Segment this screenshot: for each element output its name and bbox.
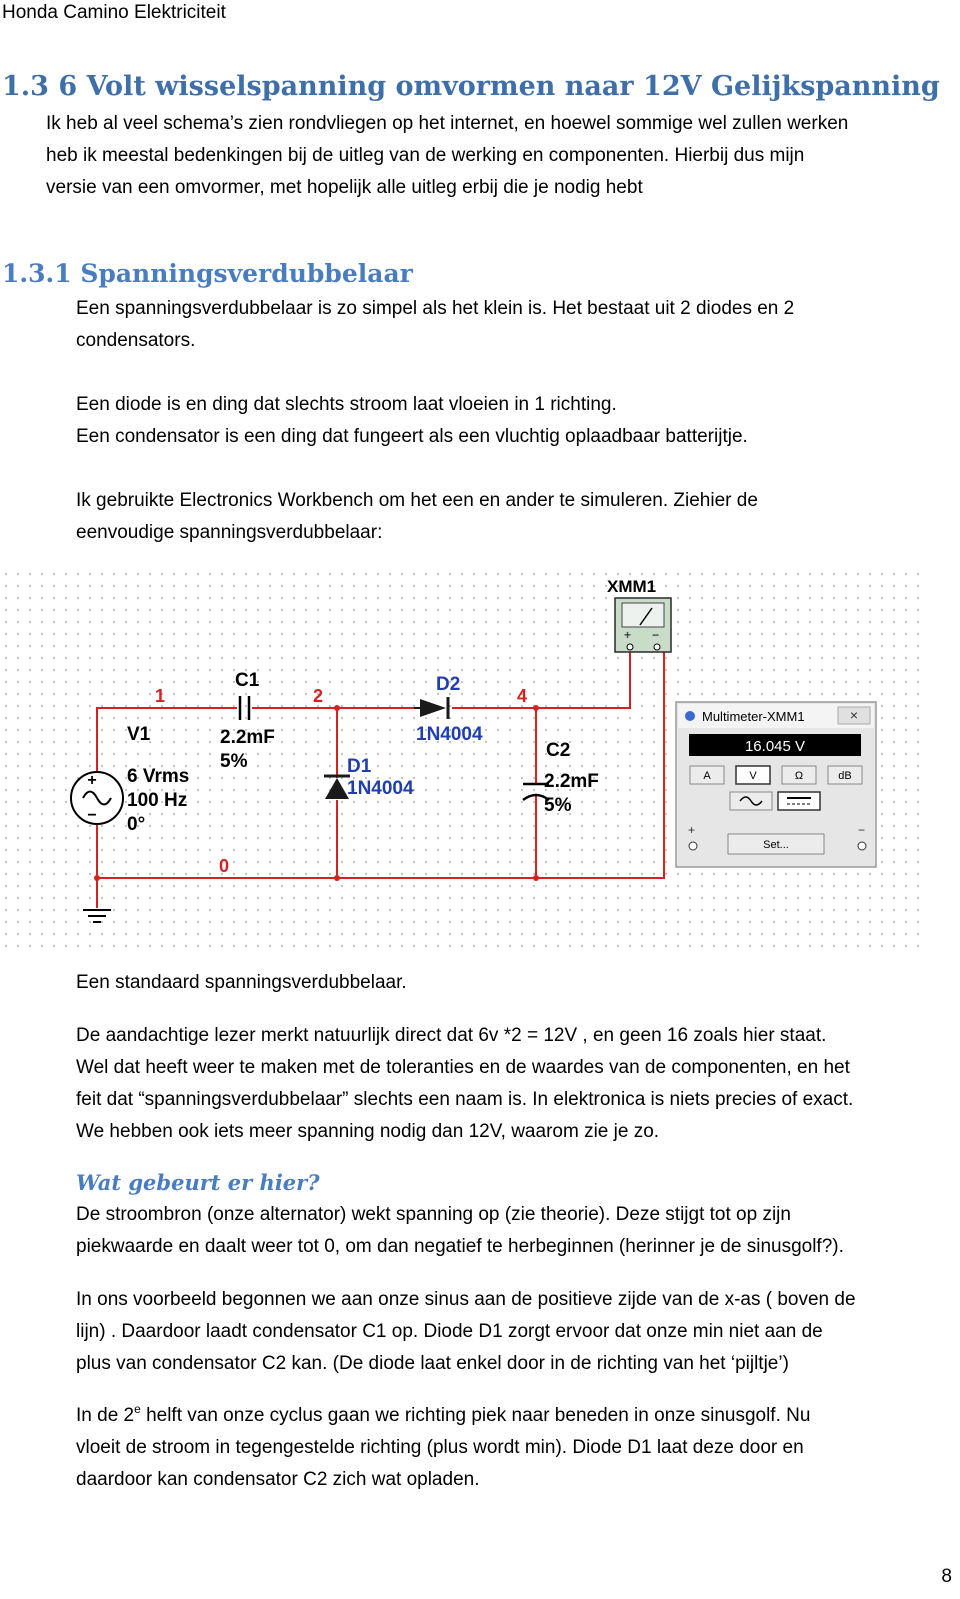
- page-number: 8: [941, 1566, 952, 1587]
- paragraph-line: Een spanningsverdubbelaar is zo simpel als het klein is. Het bestaat uit 2 diodes en 2: [76, 298, 795, 319]
- c2-value: 2.2mF: [544, 771, 599, 792]
- c2-tolerance: 5%: [544, 795, 572, 816]
- paragraph-line: Een condensator is een ding dat fungeert als een vluchtig oplaadbaar batterijtje.: [76, 426, 748, 447]
- d1-name: D1: [347, 756, 372, 777]
- figure-caption: Een standaard spanningsverdubbelaar.: [76, 972, 407, 993]
- section-number: 1.3: [2, 71, 49, 102]
- section-heading: [2, 71, 940, 102]
- multimeter-app-icon: [685, 711, 695, 721]
- paragraph-line: De stroombron (onze alternator) wekt spanning op (zie theorie). Deze stijgt tot op zijn: [76, 1204, 791, 1225]
- node-label-1: 1: [154, 686, 166, 706]
- c2-name: C2: [546, 740, 571, 761]
- question-heading: Wat gebeurt er hier?: [76, 1170, 320, 1195]
- multimeter-dc-button[interactable]: [778, 792, 820, 810]
- v1-frequency: 100 Hz: [127, 790, 188, 811]
- c1-name: C1: [235, 670, 260, 691]
- intro-line: Ik heb al veel schema’s zien rondvliegen op het internet, en hoewel sommige wel zullen werken: [46, 113, 849, 134]
- multimeter-minus-terminal[interactable]: [858, 842, 866, 850]
- paragraph-line: plus van condensator C2 kan. (De diode laat enkel door in de richting van het ‘pijltje’): [76, 1353, 789, 1374]
- multimeter-db-label: dB: [838, 770, 852, 782]
- v1-name: V1: [127, 724, 151, 745]
- multimeter-title: Multimeter-XMM1: [702, 709, 805, 724]
- multimeter-plus-terminal[interactable]: [689, 842, 697, 850]
- circuit-schematic: [0, 568, 960, 950]
- v1-phase: 0°: [127, 814, 146, 835]
- v1-ac-source: [71, 772, 123, 824]
- v1-plus: +: [87, 772, 97, 789]
- d2-part: 1N4004: [416, 724, 483, 745]
- xmm1-meter-symbol: [615, 598, 671, 652]
- multimeter-reading: 16.045 V: [744, 738, 806, 755]
- subsection-number: 1.3.1: [2, 259, 72, 288]
- xmm1-plus: +: [624, 628, 632, 642]
- text-run: In de 2: [76, 1405, 135, 1426]
- v1-minus: −: [87, 807, 97, 824]
- multimeter-plus: +: [688, 823, 696, 837]
- section-title: 6 Volt wisselspanning omvormen naar 12V Gelijkspanning: [58, 71, 940, 102]
- paragraph-line: feit dat “spanningsverdubbelaar” slechts een naam is. In elektronica is niets precies of exact.: [76, 1089, 854, 1110]
- xmm1-minus: −: [652, 628, 660, 642]
- paragraph-line: lijn) . Daardoor laadt condensator C1 op. Diode D1 zorgt ervoor dat onze min niet aan de: [76, 1321, 823, 1342]
- intro-line: versie van een omvormer, met hopelijk alle uitleg erbij die je nodig hebt: [46, 177, 643, 198]
- paragraph-line: [76, 1400, 810, 1433]
- multimeter-volt-label: V: [749, 770, 757, 782]
- d1-part: 1N4004: [347, 778, 414, 799]
- v1-amplitude: 6 Vrms: [127, 766, 190, 787]
- d2-name: D2: [436, 674, 461, 695]
- node-label-4: 4: [516, 686, 528, 706]
- paragraph-line: vloeit de stroom in tegengestelde richting (plus wordt min). Diode D1 laat deze door en: [76, 1437, 804, 1458]
- paragraph-line: In ons voorbeeld begonnen we aan onze sinus aan de positieve zijde van de x-as ( boven de: [76, 1289, 856, 1310]
- xmm1-name: XMM1: [607, 577, 657, 596]
- multimeter-minus: −: [858, 823, 866, 837]
- subsection-heading: [2, 259, 413, 288]
- intro-line: heb ik meestal bedenkingen bij de uitleg van de werking en componenten. Hierbij dus mijn: [46, 145, 805, 166]
- paragraph-line: Wel dat heeft weer te maken met de toleranties en de waardes van de componenten, en het: [76, 1057, 850, 1078]
- paragraph-line: daardoor kan condensator C2 zich wat opladen.: [76, 1469, 480, 1490]
- paragraph-line: Een diode is en ding dat slechts stroom laat vloeien in 1 richting.: [76, 394, 617, 415]
- node-label-0: 0: [218, 856, 230, 876]
- node-label-2: 2: [312, 686, 324, 706]
- paragraph-line: condensators.: [76, 330, 196, 351]
- multimeter-window[interactable]: [676, 702, 876, 867]
- paragraph-line: Ik gebruikte Electronics Workbench om het een en ander te simuleren. Ziehier de: [76, 490, 758, 511]
- close-icon: ×: [849, 707, 859, 723]
- paragraph-line: De aandachtige lezer merkt natuurlijk direct dat 6v *2 = 12V , en geen 16 zoals hier staat.: [76, 1025, 827, 1046]
- page-header: Honda Camino Elektriciteit: [2, 2, 226, 23]
- c1-tolerance: 5%: [220, 751, 248, 772]
- paragraph-line: piekwaarde en daalt weer tot 0, om dan negatief te herbeginnen (herinner je de sinusgolf?).: [76, 1236, 844, 1257]
- paragraph-line: We hebben ook iets meer spanning nodig dan 12V, waarom zie je zo.: [76, 1121, 660, 1142]
- text-run: helft van onze cyclus gaan we richting piek naar beneden in onze sinusgolf. Nu: [140, 1405, 811, 1426]
- paragraph-line: eenvoudige spanningsverdubbelaar:: [76, 522, 383, 543]
- superscript: e: [134, 1402, 141, 1416]
- c1-value: 2.2mF: [220, 727, 275, 748]
- subsection-title: Spanningsverdubbelaar: [80, 259, 413, 288]
- multimeter-set-label: Set...: [763, 839, 789, 851]
- multimeter-ohm-label: Ω: [794, 770, 804, 782]
- multimeter-ampere-label: A: [703, 770, 711, 782]
